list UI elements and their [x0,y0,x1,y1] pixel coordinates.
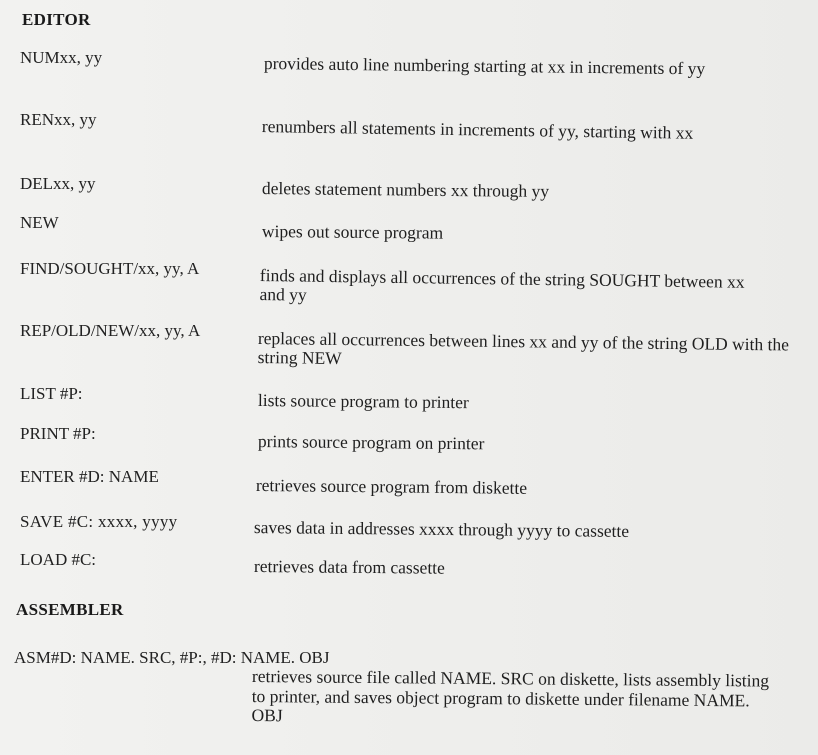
assembler-description: retrieves source file called NAME. SRC on diskette, lists assembly listing to printer, and saves object program to diskette under filename NAME. OBJ [251,666,770,726]
editor-description: lists source program to printer [257,390,469,413]
editor-command: LOAD #C: [20,550,97,569]
editor-command: REP/OLD/NEW/xx, yy, A [20,321,201,340]
editor-heading: EDITOR [22,10,91,29]
assembler-command: ASM#D: NAME. SRC, #P:, #D: NAME. OBJ [14,648,330,667]
editor-command: ENTER #D: NAME [20,467,159,486]
editor-description: replaces all occurrences between lines xx and yy of the string OLD with the string NEW [257,328,790,369]
editor-command: FIND/SOUGHT/xx, yy, A [20,259,200,278]
editor-description: retrieves data from cassette [253,556,445,578]
editor-description: retrieves source program from diskette [255,475,528,498]
editor-description: finds and displays all occurrences of the string SOUGHT between xx and yy [259,265,745,305]
editor-description: saves data in addresses xxxx through yyyy to cassette [253,517,630,541]
editor-command: DELxx, yy [20,174,96,193]
editor-description: wipes out source program [261,221,444,243]
editor-description: prints source program on printer [257,431,485,454]
assembler-heading: ASSEMBLER [16,600,124,619]
editor-command: LIST #P: [20,384,83,403]
editor-description: deletes statement numbers xx through yy [261,178,550,202]
editor-command: SAVE #C: xxxx, yyyy [20,512,178,531]
editor-command: PRINT #P: [20,424,96,443]
editor-command: NUMxx, yy [20,48,103,67]
editor-command: RENxx, yy [20,110,97,129]
editor-description: renumbers all statements in increments of yy, starting with xx [261,116,694,143]
editor-command: NEW [20,213,59,232]
editor-description: provides auto line numbering starting at xx in increments of yy [263,53,706,79]
